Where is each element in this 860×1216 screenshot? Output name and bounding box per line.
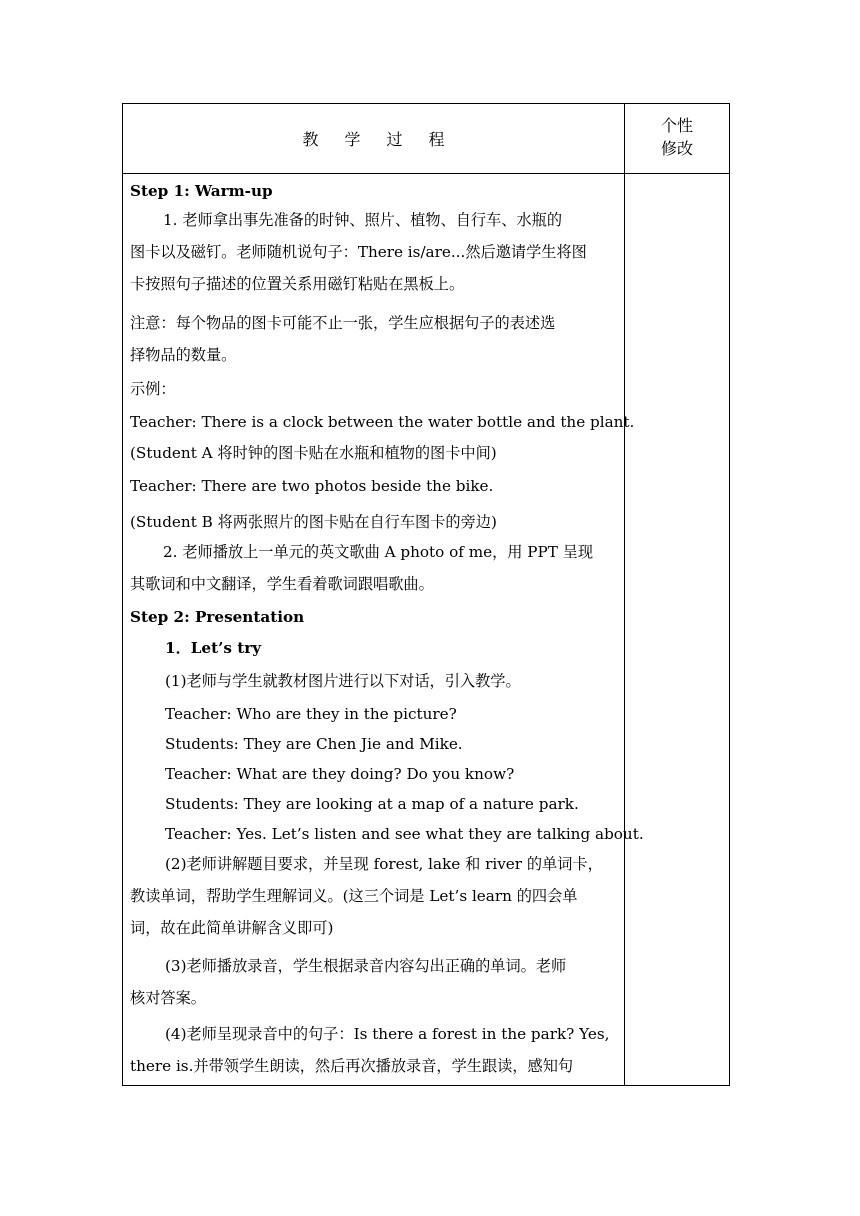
header-title: 教学过程 (302, 130, 471, 149)
dialogue-line: Students: They are looking at a map of a nature park. (165, 795, 579, 813)
paragraph-line: (Student B 将两张照片的图卡贴在自行车图卡的旁边) (130, 513, 497, 531)
paragraph-line: 卡按照句子描述的位置关系用磁钉粘贴在黑板上。 (130, 275, 465, 293)
dialogue-line: Teacher: What are they doing? Do you know? (165, 765, 515, 783)
lesson-table (122, 103, 730, 1086)
paragraph-line: 示例： (130, 380, 176, 398)
paragraph-line: (Student A 将时钟的图卡贴在水瓶和植物的图卡中间) (130, 444, 497, 462)
paragraph-line: (4)老师呈现录音中的句子：Is there a forest in the park? Yes, (165, 1025, 610, 1043)
paragraph-line: 其歌词和中文翻译，学生看着歌词跟唱歌曲。 (130, 575, 434, 593)
paragraph-line: 择物品的数量。 (130, 346, 237, 364)
paragraph-line: 图卡以及磁钉。老师随机说句子：There is/are...然后邀请学生将图 (130, 243, 587, 261)
subsection-heading: 1．Let’s try (165, 639, 262, 657)
paragraph-line: (2)老师讲解题目要求，并呈现 forest, lake 和 river 的单词卡， (165, 855, 603, 873)
dialogue-line: Teacher: Who are they in the picture? (165, 705, 457, 723)
paragraph-line: 核对答案。 (130, 989, 206, 1007)
paragraph-line: 教读单词，帮助学生理解词义。(这三个词是 Let’s learn 的四会单 (130, 887, 578, 905)
paragraph-line: (3)老师播放录音，学生根据录音内容勾出正确的单词。老师 (165, 957, 567, 975)
paragraph-line: 注意：每个物品的图卡可能不止一张，学生应根据句子的表述选 (130, 314, 556, 332)
paragraph-line: 1. 老师拿出事先准备的时钟、照片、植物、自行车、水瓶的 (163, 211, 563, 229)
step2-heading: Step 2: Presentation (130, 608, 305, 626)
dialogue-line: Students: They are Chen Jie and Mike. (165, 735, 463, 753)
paragraph-line: there is.并带领学生朗读，然后再次播放录音，学生跟读，感知句 (130, 1057, 574, 1075)
header-notes-line2: 修改 (660, 139, 693, 158)
header-notes-line1: 个性 (660, 116, 693, 135)
paragraph-line: 2. 老师播放上一单元的英文歌曲 A photo of me，用 PPT 呈现 (163, 543, 594, 561)
table-header-row (123, 104, 729, 174)
paragraph-line: (1)老师与学生就教材图片进行以下对话，引入教学。 (165, 672, 521, 690)
paragraph-line: Teacher: There are two photos beside the bike. (130, 477, 494, 495)
column-divider (624, 104, 625, 1085)
dialogue-line: Teacher: Yes. Let’s listen and see what they are talking about. (165, 825, 644, 843)
step1-heading: Step 1: Warm-up (130, 182, 273, 200)
paragraph-line: Teacher: There is a clock between the water bottle and the plant. (130, 413, 635, 431)
header-notes-column (625, 114, 729, 160)
paragraph-line: 词，故在此简单讲解含义即可) (130, 919, 334, 937)
